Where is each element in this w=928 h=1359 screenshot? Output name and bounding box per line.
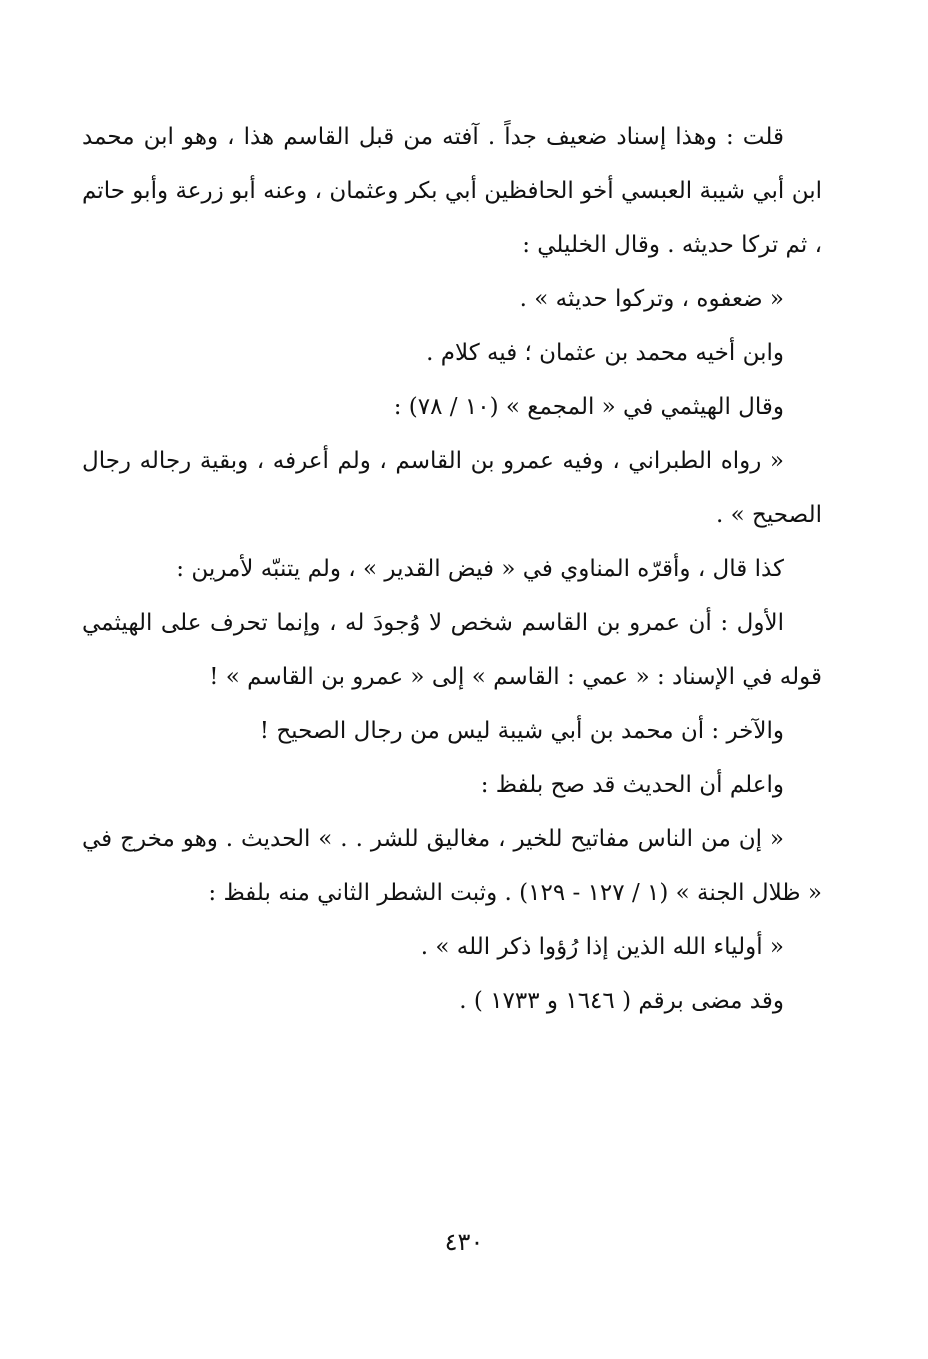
paragraph-9: واعلم أن الحديث قد صح بلفظ : bbox=[480, 772, 784, 798]
paragraph-11: « أولياء الله الذين إذا رُؤوا ذكر الله » . bbox=[420, 934, 784, 960]
paragraph-10: « إن من الناس مفاتيح للخير ، مغاليق للشر . . » الحديث . وهو مخرج في « ظلال الجنة » (١ / ١٢٧ - ١٢٩) . وثبت الشطر الثاني منه بلفظ : bbox=[82, 826, 822, 906]
paragraph-6: كذا قال ، وأقرّه المناوي في « فيض القدير » ، ولم يتنبّه لأمرين : bbox=[176, 556, 784, 582]
paragraph-2: « ضعفوه ، وتركوا حديثه » . bbox=[519, 286, 784, 312]
paragraph-12: وقد مضى برقم ( ١٦٤٦ و ١٧٣٣ ) . bbox=[459, 988, 784, 1014]
paragraph-7: الأول : أن عمرو بن القاسم شخص لا وُجودَ له ، وإنما تحرف على الهيثمي قوله في الإسناد : « عمي : القاسم » إلى « عمرو بن القاسم » ! bbox=[82, 610, 822, 690]
paragraph-4: وقال الهيثمي في « المجمع » (١٠ / ٧٨) : bbox=[393, 394, 784, 420]
paragraph-5: « رواه الطبراني ، وفيه عمرو بن القاسم ، ولم أعرفه ، وبقية رجاله رجال الصحيح » . bbox=[82, 448, 822, 528]
page-body-text bbox=[82, 110, 822, 1028]
paragraph-8: والآخر : أن محمد بن أبي شيبة ليس من رجال الصحيح ! bbox=[259, 718, 784, 744]
paragraph-3: وابن أخيه محمد بن عثمان ؛ فيه كلام . bbox=[426, 340, 784, 366]
paragraph-1: قلت : وهذا إسناد ضعيف جداً . آفته من قبل القاسم هذا ، وهو ابن محمد ابن أبي شيبة العبسي أخو الحافظين أبي بكر وعثمان ، وعنه أبو زرعة وأبو حاتم ، ثم تركا حديثه . وقال الخليلي : bbox=[82, 124, 822, 258]
page-number: ٤٣٠ bbox=[444, 1228, 484, 1256]
